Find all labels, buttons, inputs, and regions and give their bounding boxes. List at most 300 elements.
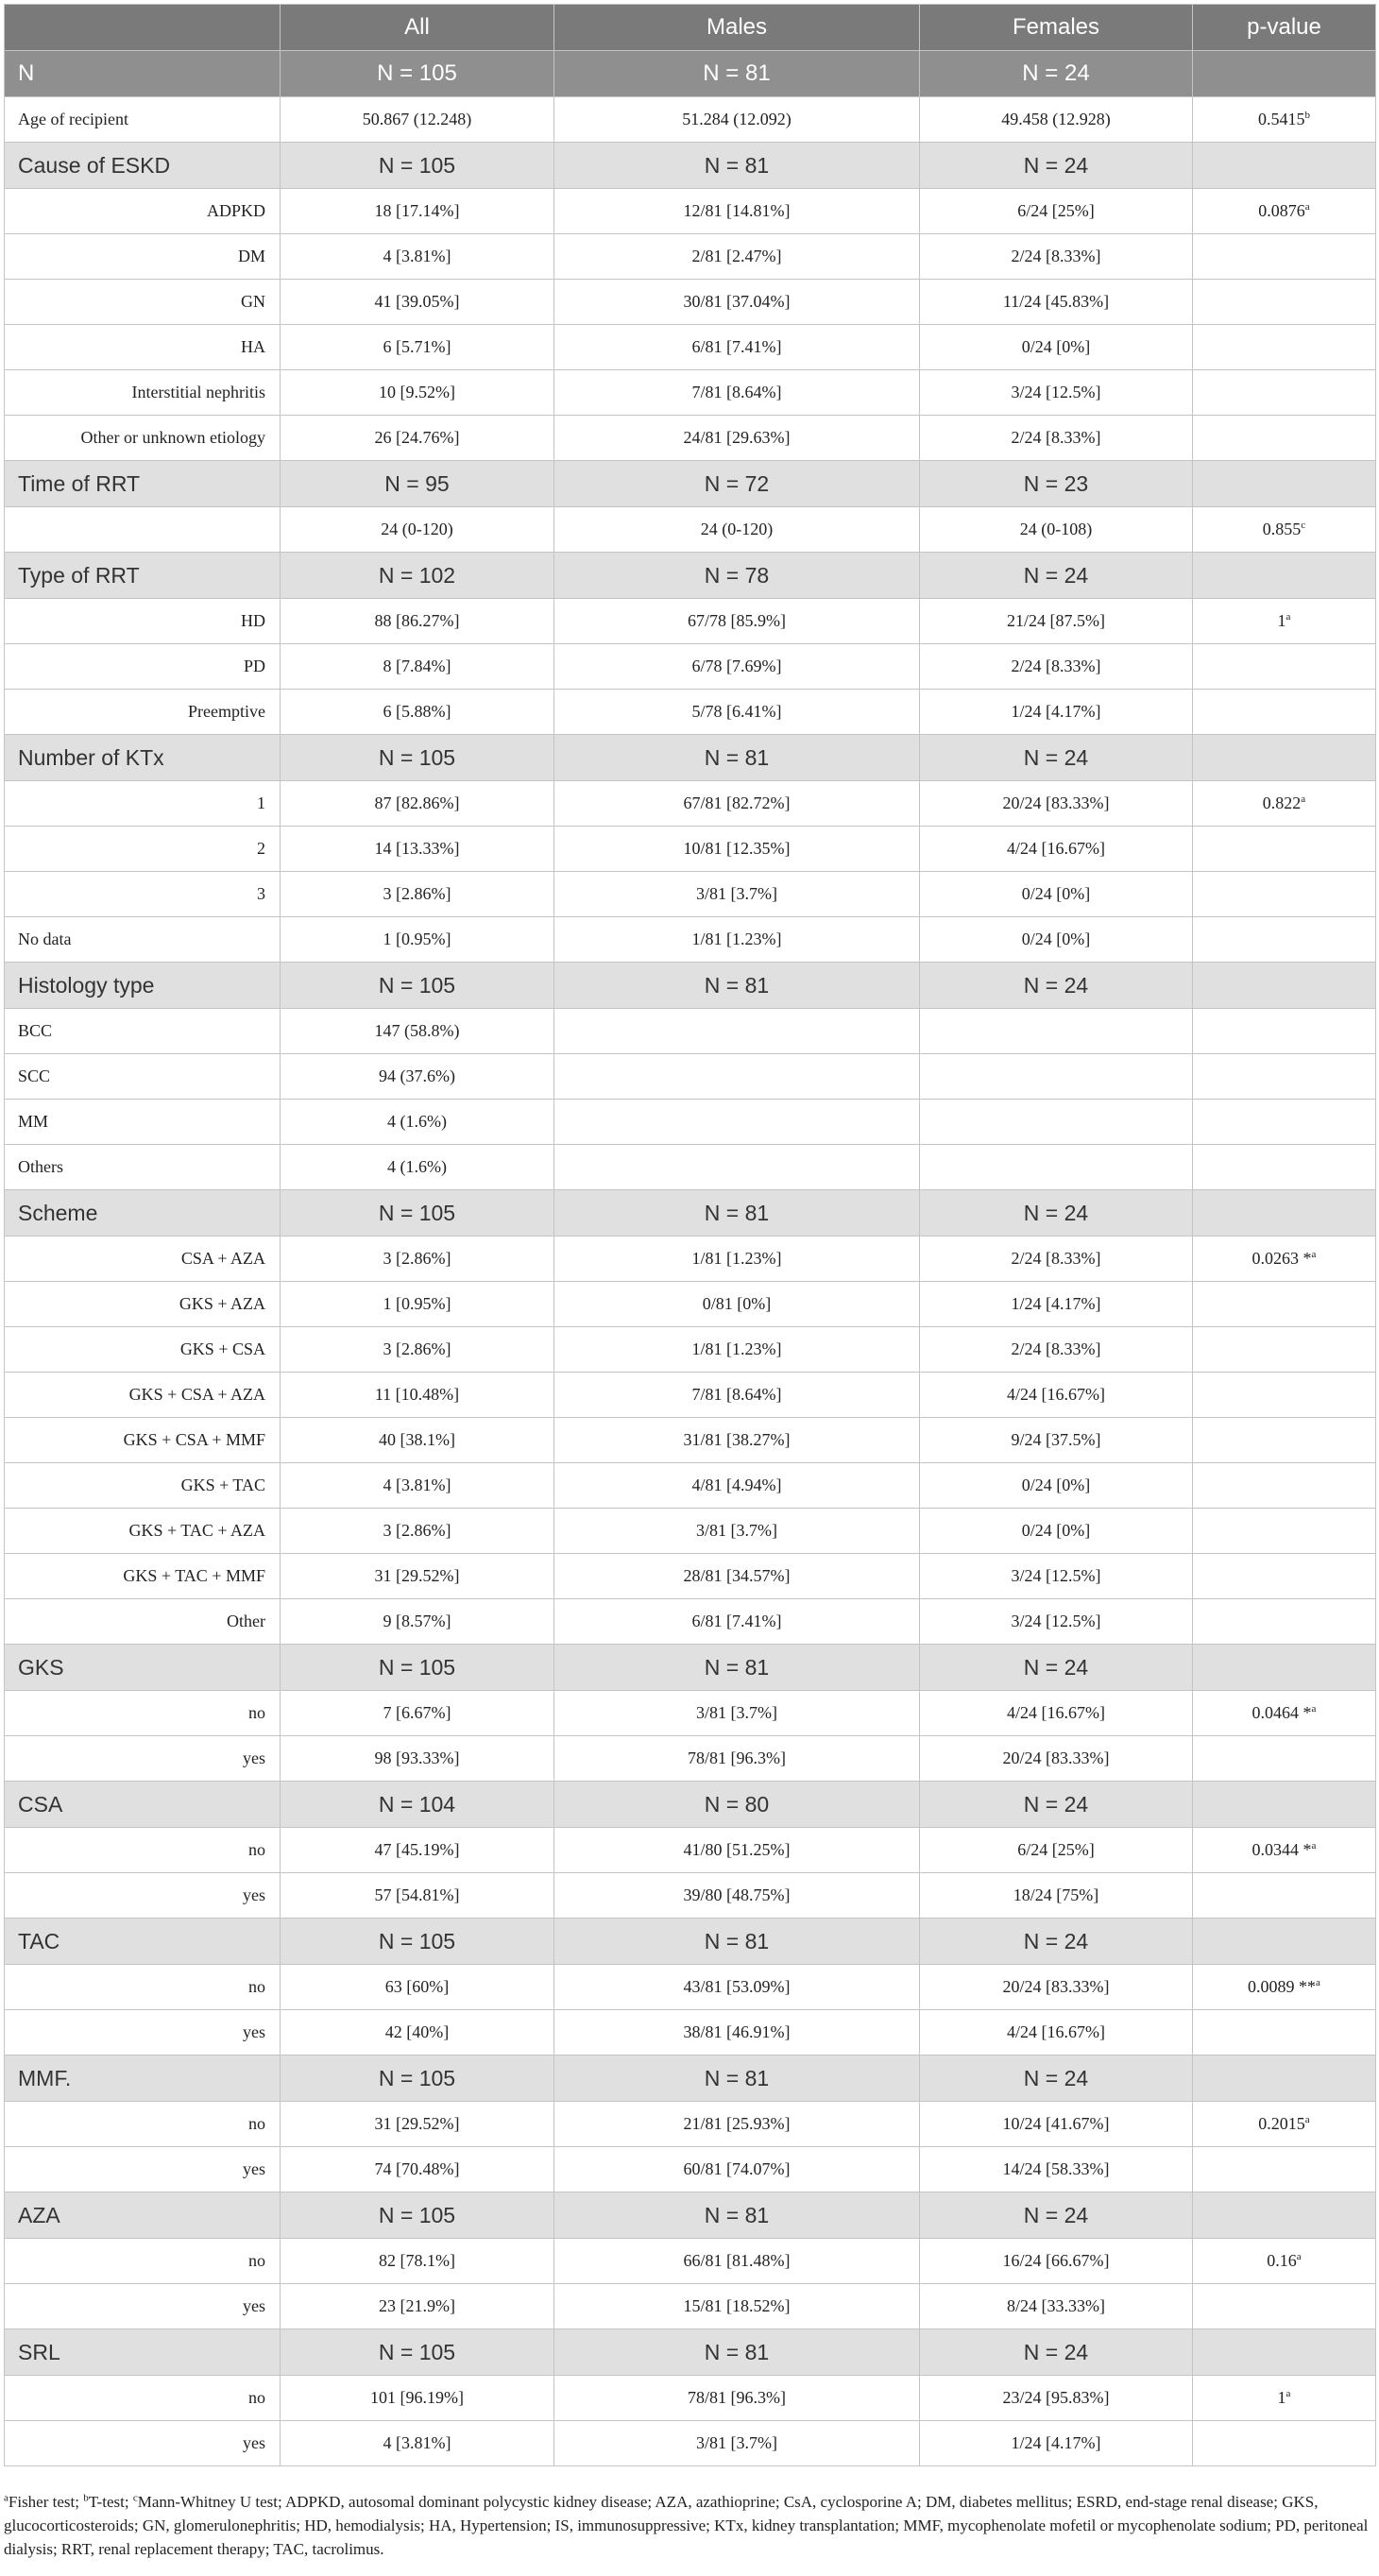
cell-all-text: 31 [29.52%] (374, 1566, 460, 1585)
cell-males-text: 1/81 [1.23%] (691, 1249, 782, 1268)
cell-males-text: 15/81 [18.52%] (683, 2296, 791, 2315)
cell-all-text: 147 (58.8%) (374, 1021, 460, 1040)
cell-females-text: 3/24 [12.5%] (1011, 1612, 1101, 1630)
cell-females-text: 0/24 [0%] (1021, 930, 1091, 948)
cell-all (281, 189, 554, 234)
cell-males-text: 3/81 [3.7%] (696, 2433, 777, 2452)
cell-females-text: 20/24 [83.33%] (1002, 1977, 1110, 1996)
row-label-text: Interstitial nephritis (131, 383, 265, 401)
cell-p-value-text: 0.0344 * (1251, 1840, 1312, 1859)
cell-males (554, 827, 920, 872)
cell-all (281, 599, 554, 644)
row-label (5, 325, 281, 370)
row-label-text: Scheme (18, 1200, 98, 1225)
row-label-text: No data (18, 930, 72, 948)
cell-females-text: 18/24 [75%] (1013, 1885, 1099, 1904)
cell-p-value (1193, 461, 1376, 507)
section-row (5, 2192, 1376, 2239)
row-label-text: Number of KTx (18, 744, 164, 770)
cell-females (920, 1282, 1193, 1327)
cell-all-text: 98 [93.33%] (374, 1749, 460, 1767)
cell-all-text: N = 105 (378, 2202, 456, 2227)
cell-males (554, 1237, 920, 1282)
cell-males-text: 39/80 [48.75%] (683, 1885, 791, 1904)
row-label-text: yes (243, 1885, 265, 1904)
cell-females (920, 1327, 1193, 1373)
cell-females-text: 20/24 [83.33%] (1002, 793, 1110, 812)
cell-males-text: 43/81 [53.09%] (683, 1977, 791, 1996)
cell-males-text: 28/81 [34.57%] (683, 1566, 791, 1585)
row-label (5, 644, 281, 690)
row-label (5, 1054, 281, 1100)
row-label (5, 1009, 281, 1054)
cell-females (920, 461, 1193, 507)
cell-p-value-text: 0.822 (1262, 793, 1302, 812)
cell-all-text: N = 105 (378, 1200, 456, 1225)
cell-all-text: N = 95 (384, 470, 450, 496)
cell-females-text: 1/24 [4.17%] (1011, 2433, 1101, 2452)
cell-all-text: 9 [8.57%] (383, 1612, 451, 1630)
row-label (5, 2010, 281, 2056)
cell-p-value (1193, 189, 1376, 234)
cell-females (920, 2147, 1193, 2192)
table-row (5, 1691, 1376, 1736)
row-label-text: Age of recipient (18, 110, 128, 128)
cell-p-value-text: 0.855 (1262, 520, 1302, 538)
cell-p-value (1193, 917, 1376, 963)
cell-p-value-text: 0.16 (1267, 2251, 1297, 2270)
table-row (5, 2102, 1376, 2147)
cell-all-text: N = 105 (378, 2339, 456, 2364)
cell-females-text: 4/24 [16.67%] (1007, 839, 1105, 858)
cell-females-text: 10/24 [41.67%] (1002, 2114, 1110, 2133)
cell-all (281, 1463, 554, 1509)
cell-all (281, 1599, 554, 1645)
cell-males-text: 78/81 [96.3%] (688, 2388, 786, 2407)
table-row (5, 234, 1376, 280)
cell-males (554, 2102, 920, 2147)
row-label (5, 370, 281, 416)
cell-all (281, 280, 554, 325)
table-row (5, 917, 1376, 963)
p-value-footnote-mark: c (1301, 520, 1306, 531)
cell-all (281, 370, 554, 416)
cell-females (920, 2329, 1193, 2376)
cell-all (281, 1691, 554, 1736)
cell-all (281, 827, 554, 872)
cell-females-text: N = 24 (1023, 1200, 1089, 1225)
row-label-text: MMF. (18, 2065, 72, 2090)
row-label-text: 1 (257, 793, 265, 812)
cell-p-value (1193, 1919, 1376, 1965)
cell-p-value (1193, 507, 1376, 553)
cell-females (920, 553, 1193, 599)
cell-males (554, 1509, 920, 1554)
n-total-row (5, 51, 1376, 97)
cell-all (281, 325, 554, 370)
cell-females-text: 20/24 [83.33%] (1002, 1749, 1110, 1767)
cell-p-value (1193, 143, 1376, 189)
cell-females (920, 1237, 1193, 1282)
p-value-footnote-mark: a (1316, 1977, 1320, 1988)
cell-females (920, 325, 1193, 370)
cell-males-text: 5/78 [6.41%] (691, 702, 782, 721)
row-label (5, 1965, 281, 2010)
cell-all (281, 2329, 554, 2376)
row-label-text: Type of RRT (18, 562, 140, 588)
row-label-text: GKS + TAC (180, 1476, 265, 1494)
section-row (5, 1919, 1376, 1965)
cell-females-text: 1/24 [4.17%] (1011, 1294, 1101, 1313)
row-label (5, 1509, 281, 1554)
cell-p-value (1193, 1599, 1376, 1645)
cell-females-text: 6/24 [25%] (1017, 201, 1095, 220)
cell-males-text: N = 78 (704, 562, 770, 588)
cell-p-value (1193, 827, 1376, 872)
row-label-text: yes (243, 2433, 265, 2452)
row-label (5, 1282, 281, 1327)
row-label-text: Time of RRT (18, 470, 141, 496)
row-label-text: no (248, 2114, 265, 2133)
section-row (5, 963, 1376, 1009)
cell-p-value-text: 1 (1277, 2388, 1286, 2407)
header-females: Females (920, 5, 1193, 51)
cell-all (281, 1237, 554, 1282)
n-row-males: N = 81 (554, 51, 920, 97)
cell-all-text: 11 [10.48%] (374, 1385, 460, 1404)
table-row (5, 644, 1376, 690)
table-row (5, 1509, 1376, 1554)
row-label-text: Other or unknown etiology (80, 428, 265, 447)
row-label (5, 234, 281, 280)
cell-p-value (1193, 1691, 1376, 1736)
cell-females-text: 2/24 [8.33%] (1011, 1249, 1101, 1268)
cell-males (554, 1599, 920, 1645)
cell-all-text: N = 105 (378, 2065, 456, 2090)
cell-all-text: 42 [40%] (384, 2022, 450, 2041)
cell-all (281, 2102, 554, 2147)
cell-females (920, 143, 1193, 189)
cell-all-text: 3 [2.86%] (383, 1521, 451, 1540)
cell-females (920, 872, 1193, 917)
p-value-footnote-mark: a (1304, 201, 1310, 213)
cell-all-text: 18 [17.14%] (374, 201, 460, 220)
cell-males-text: 66/81 [81.48%] (683, 2251, 791, 2270)
cell-males (554, 1054, 920, 1100)
cell-females (920, 1782, 1193, 1828)
row-label (5, 1919, 281, 1965)
cell-males (554, 416, 920, 461)
cell-females-text: N = 24 (1023, 562, 1089, 588)
row-label (5, 97, 281, 143)
cell-males (554, 1965, 920, 2010)
row-label-text: no (248, 1977, 265, 1996)
cell-all (281, 1145, 554, 1190)
cell-females-text: 0/24 [0%] (1021, 337, 1091, 356)
cell-all-text: N = 105 (378, 972, 456, 998)
cell-males (554, 1736, 920, 1782)
row-label-text: BCC (18, 1021, 53, 1040)
cell-p-value-text: 0.0464 * (1251, 1703, 1312, 1722)
cell-males (554, 189, 920, 234)
p-value-footnote-mark: a (1301, 793, 1306, 805)
row-label-text: PD (243, 657, 265, 675)
cell-all-text: 101 [96.19%] (370, 2388, 464, 2407)
row-label (5, 189, 281, 234)
cell-females (920, 1190, 1193, 1237)
cell-males (554, 781, 920, 827)
cell-females-text: 24 (0-108) (1019, 520, 1093, 538)
row-label (5, 1418, 281, 1463)
section-row (5, 2329, 1376, 2376)
cell-females (920, 2421, 1193, 2466)
cell-all (281, 507, 554, 553)
cell-females (920, 1145, 1193, 1190)
cell-all-text: 24 (0-120) (381, 520, 453, 538)
cell-all (281, 553, 554, 599)
cell-females (920, 1919, 1193, 1965)
cell-males-text: 51.284 (12.092) (682, 110, 792, 128)
cell-males (554, 1554, 920, 1599)
cell-p-value (1193, 280, 1376, 325)
cell-p-value-text: 0.5415 (1258, 110, 1305, 128)
cell-p-value (1193, 2284, 1376, 2329)
table-row (5, 1237, 1376, 1282)
cell-all-text: 31 [29.52%] (374, 2114, 460, 2133)
header-p-value: p-value (1193, 5, 1376, 51)
table-row (5, 1599, 1376, 1645)
cell-males (554, 1782, 920, 1828)
cell-p-value (1193, 735, 1376, 781)
cell-males (554, 507, 920, 553)
row-label (5, 1599, 281, 1645)
cell-males (554, 690, 920, 735)
cell-males (554, 1919, 920, 1965)
cell-all (281, 690, 554, 735)
cell-all (281, 1828, 554, 1873)
cell-all-text: 4 (1.6%) (387, 1157, 447, 1176)
row-label-text: Preemptive (188, 702, 265, 721)
table-footnote (4, 2490, 1373, 2561)
table-row (5, 599, 1376, 644)
table-row (5, 416, 1376, 461)
cell-all (281, 735, 554, 781)
cell-males-text: N = 81 (704, 2065, 770, 2090)
cell-males (554, 234, 920, 280)
cell-males (554, 1873, 920, 1919)
table-row (5, 1418, 1376, 1463)
cell-males-text: 10/81 [12.35%] (683, 839, 791, 858)
cell-males (554, 2376, 920, 2421)
cell-males-text: 7/81 [8.64%] (691, 383, 782, 401)
cell-all (281, 1554, 554, 1599)
n-row-label: N (5, 51, 281, 97)
table-row (5, 97, 1376, 143)
table-row (5, 1054, 1376, 1100)
cell-p-value (1193, 963, 1376, 1009)
cell-all (281, 97, 554, 143)
cell-males-text: 67/81 [82.72%] (683, 793, 791, 812)
cell-p-value (1193, 325, 1376, 370)
cell-females-text: 49.458 (12.928) (1001, 110, 1111, 128)
cell-females (920, 1418, 1193, 1463)
cell-all-text: 4 [3.81%] (383, 1476, 451, 1494)
footnote-c-mark: c (132, 2492, 138, 2504)
cell-males-text: 31/81 [38.27%] (683, 1430, 791, 1449)
cell-males (554, 1100, 920, 1145)
cell-p-value (1193, 1554, 1376, 1599)
cell-p-value (1193, 97, 1376, 143)
cell-all-text: 63 [60%] (384, 1977, 450, 1996)
row-label (5, 735, 281, 781)
cell-all (281, 1873, 554, 1919)
cell-p-value (1193, 553, 1376, 599)
cell-all (281, 2147, 554, 2192)
cell-p-value (1193, 1009, 1376, 1054)
table-row (5, 2284, 1376, 2329)
n-row-p (1193, 51, 1376, 97)
cell-males-text: 7/81 [8.64%] (691, 1385, 782, 1404)
header-empty-cell (5, 5, 281, 51)
row-label-text: CSA + AZA (180, 1249, 265, 1268)
cell-males-text: 2/81 [2.47%] (691, 247, 782, 265)
row-label (5, 917, 281, 963)
row-label (5, 781, 281, 827)
cell-females-text: 16/24 [66.67%] (1002, 2251, 1110, 2270)
cell-males-text: N = 81 (704, 1654, 770, 1680)
row-label-text: GKS + CSA + AZA (128, 1385, 265, 1404)
cell-all (281, 1327, 554, 1373)
cell-all (281, 2421, 554, 2466)
cell-males-text: N = 80 (704, 1791, 770, 1817)
row-label (5, 553, 281, 599)
table-row (5, 1965, 1376, 2010)
cell-males (554, 370, 920, 416)
cell-males-text: N = 81 (704, 972, 770, 998)
table-row (5, 781, 1376, 827)
cell-males (554, 143, 920, 189)
table-row (5, 872, 1376, 917)
cell-females (920, 416, 1193, 461)
row-label-text: HA (241, 337, 265, 356)
cell-p-value-text: 0.0876 (1258, 201, 1305, 220)
header-all: All (281, 5, 554, 51)
cell-males (554, 461, 920, 507)
cell-females (920, 234, 1193, 280)
row-label (5, 1190, 281, 1237)
cell-all (281, 2192, 554, 2239)
cell-all (281, 1919, 554, 1965)
cell-p-value (1193, 370, 1376, 416)
cell-p-value (1193, 1237, 1376, 1282)
cell-all-text: 1 [0.95%] (383, 1294, 451, 1313)
cell-all (281, 234, 554, 280)
cell-all-text: 57 [54.81%] (374, 1885, 460, 1904)
cell-all-text: N = 105 (378, 744, 456, 770)
cell-all-text: 23 [21.9%] (379, 2296, 455, 2315)
cell-females (920, 1873, 1193, 1919)
cell-females-text: 11/24 [45.83%] (1002, 292, 1110, 311)
cell-males (554, 2329, 920, 2376)
row-label-text: Others (18, 1157, 63, 1176)
cell-all-text: N = 105 (378, 1654, 456, 1680)
row-label-text: SRL (18, 2339, 60, 2364)
section-row (5, 553, 1376, 599)
cell-p-value (1193, 2010, 1376, 2056)
row-label-text: yes (243, 2022, 265, 2041)
row-label-text: GKS (18, 1654, 64, 1680)
cell-all-text: 47 [45.19%] (374, 1840, 460, 1859)
table-row (5, 1282, 1376, 1327)
cell-males (554, 2147, 920, 2192)
cell-females-text: 8/24 [33.33%] (1007, 2296, 1105, 2315)
cell-p-value (1193, 2376, 1376, 2421)
table-row (5, 1828, 1376, 1873)
row-label (5, 2102, 281, 2147)
row-label (5, 1782, 281, 1828)
cell-p-value (1193, 1828, 1376, 1873)
cell-females-text: 0/24 [0%] (1021, 1521, 1091, 1540)
cell-all-text: 88 [86.27%] (374, 611, 460, 630)
cell-females (920, 1736, 1193, 1782)
footnote-c-text: Mann-Whitney U test; ADPKD, autosomal dominant polycystic kidney disease; AZA, azathioprine; CsA, cyclosporine A; DM, diabetes mellitus; ESRD, end-stage renal disease; GKS, glucocorticosteroids; GN, glomerulonephritis; HD, hemodialysis; HA, Hypertension; IS, immunosuppressive; KTx, kidney transplantation; MMF, mycophenolate mofetil or mycophenolate sodium; PD, peritoneal dialysis; RRT, renal replacement therapy; TAC, tacrolimus. (4, 2493, 1369, 2558)
cell-all-text: 26 [24.76%] (374, 428, 460, 447)
footnote-b-mark: b (83, 2492, 89, 2504)
cell-males (554, 1145, 920, 1190)
cell-males (554, 1828, 920, 1873)
cell-females-text: N = 23 (1023, 470, 1089, 496)
cell-females (920, 781, 1193, 827)
table-header-row (5, 5, 1376, 51)
cell-males (554, 2010, 920, 2056)
cell-all (281, 1418, 554, 1463)
cell-females-text: 4/24 [16.67%] (1007, 1703, 1105, 1722)
cell-males (554, 1645, 920, 1691)
row-label (5, 2147, 281, 2192)
cell-males-text: 1/81 [1.23%] (691, 930, 782, 948)
cell-all (281, 1736, 554, 1782)
cell-males (554, 599, 920, 644)
cell-females (920, 507, 1193, 553)
cell-all-text: 14 [13.33%] (374, 839, 460, 858)
cell-females-text: 0/24 [0%] (1021, 1476, 1091, 1494)
row-label-text: GKS + TAC + MMF (123, 1566, 265, 1585)
p-value-footnote-mark: a (1304, 2114, 1310, 2125)
cell-females (920, 1509, 1193, 1554)
table-row (5, 1100, 1376, 1145)
cell-males (554, 280, 920, 325)
cell-all-text: 4 [3.81%] (383, 2433, 451, 2452)
cell-males-text: N = 81 (704, 2339, 770, 2364)
row-label-text: Other (227, 1612, 265, 1630)
row-label-text: yes (243, 2159, 265, 2178)
cell-males-text: N = 81 (704, 2202, 770, 2227)
row-label (5, 827, 281, 872)
cell-all (281, 1190, 554, 1237)
row-label-text: SCC (18, 1066, 51, 1085)
cell-all (281, 963, 554, 1009)
cell-females-text: 23/24 [95.83%] (1002, 2388, 1110, 2407)
cell-all-text: 4 [3.81%] (383, 247, 451, 265)
cell-females (920, 2010, 1193, 2056)
cell-all-text: 7 [6.67%] (383, 1703, 451, 1722)
cell-p-value-text: 1 (1277, 611, 1286, 630)
cell-males (554, 1327, 920, 1373)
cell-females (920, 827, 1193, 872)
cell-p-value (1193, 2102, 1376, 2147)
cell-females-text: 2/24 [8.33%] (1011, 1339, 1101, 1358)
cell-all (281, 1373, 554, 1418)
